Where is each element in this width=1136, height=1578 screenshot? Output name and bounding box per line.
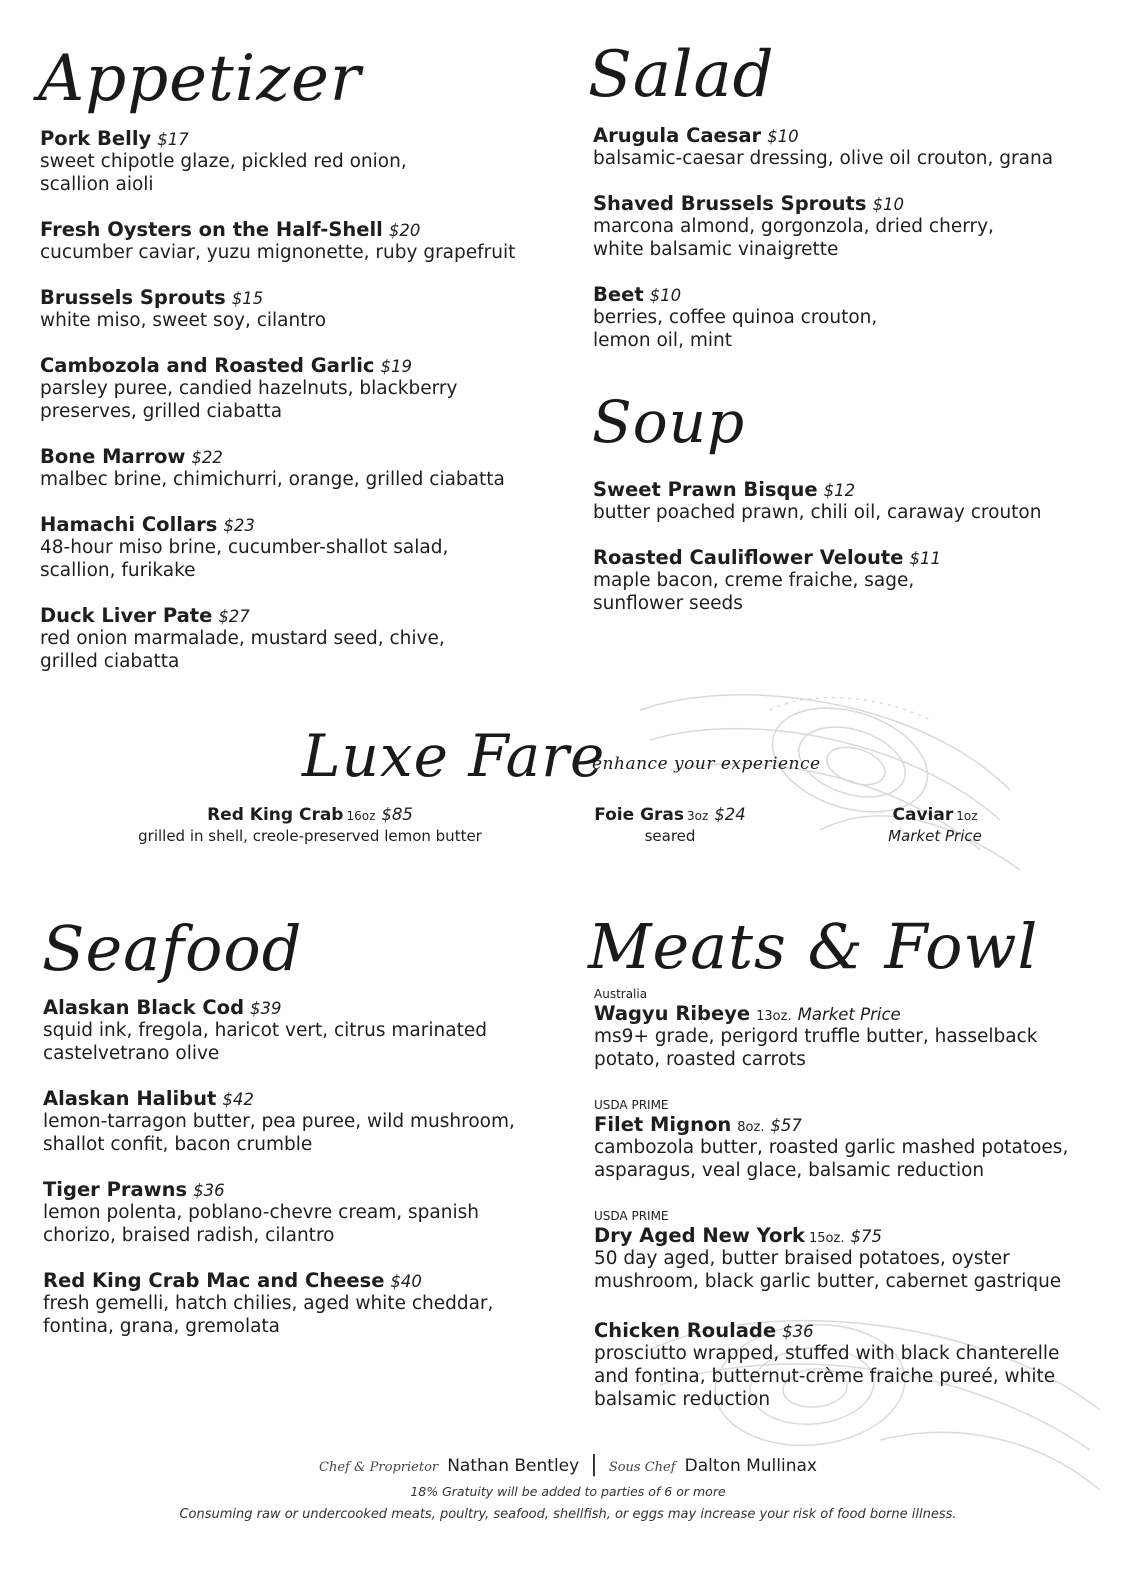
item-description: balsamic reduction <box>594 1389 771 1410</box>
item-description: lemon oil, mint <box>593 330 732 351</box>
menu-item <box>594 1097 1114 1182</box>
item-description: shallot confit, bacon crumble <box>43 1134 313 1155</box>
item-description: fresh gemelli, hatch chilies, aged white cheddar, <box>43 1293 494 1314</box>
item-price: $27 <box>218 607 250 626</box>
item-name: Fresh Oysters on the Half-Shell <box>40 218 383 241</box>
menu-item <box>593 546 1113 615</box>
item-name: Pork Belly <box>40 127 152 150</box>
item-description: white miso, sweet soy, cilantro <box>40 310 327 331</box>
item-name: Shaved Brussels Sprouts <box>593 192 867 215</box>
item-description: butter poached prawn, chili oil, caraway crouton <box>593 502 1042 523</box>
item-description: scallion, furikake <box>40 560 196 581</box>
salad-list <box>593 124 1113 374</box>
menu-item <box>43 1178 563 1247</box>
item-description: berries, coffee quinoa crouton, <box>593 307 878 328</box>
item-price: $12 <box>823 481 856 500</box>
item-description: seared <box>644 827 696 845</box>
item-description: sweet chipotle glaze, pickled red onion, <box>40 151 407 172</box>
menu-item <box>593 283 1113 352</box>
chef-credits <box>0 1452 1136 1477</box>
menu-item <box>594 1319 1114 1411</box>
item-description: fontina, grana, gremolata <box>43 1316 281 1337</box>
item-origin: USDA PRIME <box>594 1209 669 1223</box>
item-description: cucumber caviar, yuzu mignonette, ruby grapefruit <box>40 242 516 263</box>
menu-item <box>43 996 563 1065</box>
menu-item <box>40 127 560 196</box>
item-name: Foie Gras <box>594 805 685 825</box>
luxe-fare-heading: Luxe Fare <box>302 722 606 790</box>
item-price: $39 <box>250 999 282 1018</box>
item-name: Caviar <box>892 805 954 825</box>
item-price: $17 <box>157 130 189 149</box>
item-name: Tiger Prawns <box>43 1178 188 1201</box>
item-price: $36 <box>782 1322 814 1341</box>
item-description: preserves, grilled ciabatta <box>40 401 283 422</box>
menu-item <box>40 513 560 582</box>
menu-item <box>40 445 560 491</box>
item-description: and fontina, butternut-crème fraiche pureé, white <box>594 1366 1056 1387</box>
luxe-item <box>870 805 1000 846</box>
item-price: $10 <box>872 195 904 214</box>
menu-item <box>594 986 1114 1071</box>
item-description: cambozola butter, roasted garlic mashed potatoes, <box>594 1137 1069 1158</box>
item-price: $24 <box>714 805 746 824</box>
gratuity-note: 18% Gratuity will be added to parties of 6 or more <box>410 1484 726 1499</box>
item-description: white balsamic vinaigrette <box>593 239 839 260</box>
item-name: Brussels Sprouts <box>40 286 226 309</box>
item-price: $85 <box>381 805 413 824</box>
item-name: Wagyu Ribeye <box>594 1002 751 1025</box>
item-description: chorizo, braised radish, cilantro <box>43 1225 335 1246</box>
item-price: $23 <box>223 516 255 535</box>
item-description: squid ink, fregola, haricot vert, citrus marinated <box>43 1020 487 1041</box>
menu-item <box>40 218 560 264</box>
seafood-list <box>43 996 563 1360</box>
item-size: 15oz. <box>809 1231 845 1246</box>
item-name: Roasted Cauliflower Veloute <box>593 546 904 569</box>
item-description: marcona almond, gorgonzola, dried cherry, <box>593 216 994 237</box>
luxe-item <box>110 805 510 846</box>
food-safety-warning: Consuming raw or undercooked meats, poultry, seafood, shellfish, or eggs may increase your risk of food borne illness. <box>179 1507 957 1522</box>
item-description: malbec brine, chimichurri, orange, grilled ciabatta <box>40 469 505 490</box>
item-description: maple bacon, creme fraiche, sage, <box>593 570 915 591</box>
item-name: Sweet Prawn Bisque <box>593 478 818 501</box>
item-name: Red King Crab <box>207 805 344 825</box>
item-description: lemon polenta, poblano-chevre cream, spanish <box>43 1202 479 1223</box>
item-description: Market Price <box>888 827 982 845</box>
meats-fowl-heading: Meats & Fowl <box>588 910 1039 983</box>
item-description: potato, roasted carrots <box>594 1049 806 1070</box>
item-size: 8oz. <box>737 1120 765 1135</box>
menu-item <box>40 286 560 332</box>
item-description: parsley puree, candied hazelnuts, blackberry <box>40 378 458 399</box>
soup-list <box>593 478 1113 637</box>
appetizer-list <box>40 127 560 695</box>
item-description: lemon-tarragon butter, pea puree, wild mushroom, <box>43 1111 515 1132</box>
seafood-heading: Seafood <box>42 912 303 985</box>
item-price: $42 <box>222 1090 254 1109</box>
item-price: $22 <box>191 448 223 467</box>
sous-chef-label: Sous Chef <box>608 1460 676 1475</box>
chef-name: Nathan Bentley <box>447 1456 580 1476</box>
item-description: prosciutto wrapped, stuffed with black chanterelle <box>594 1343 1060 1364</box>
item-size: 3oz <box>687 809 709 823</box>
menu-item <box>40 354 560 423</box>
item-description: 50 day aged, butter braised potatoes, oyster <box>594 1248 1010 1269</box>
menu-item <box>43 1269 563 1338</box>
luxe-fare-subtitle: enhance your experience <box>592 754 821 774</box>
item-description: ms9+ grade, perigord truffle butter, hasselback <box>594 1026 1038 1047</box>
separator: | <box>590 1452 598 1477</box>
sous-chef-name: Dalton Mullinax <box>684 1456 817 1476</box>
item-name: Filet Mignon <box>594 1113 732 1136</box>
item-description: scallion aioli <box>40 174 154 195</box>
soup-heading: Soup <box>592 388 746 456</box>
item-origin: Australia <box>594 987 648 1001</box>
menu-item <box>593 478 1113 524</box>
item-name: Chicken Roulade <box>594 1319 777 1342</box>
item-price: Market Price <box>797 1005 901 1024</box>
item-description: grilled in shell, creole-preserved lemon butter <box>138 827 482 845</box>
item-name: Beet <box>593 283 644 306</box>
item-name: Duck Liver Pate <box>40 604 213 627</box>
item-price: $75 <box>850 1227 882 1246</box>
item-price: $40 <box>390 1272 422 1291</box>
item-name: Dry Aged New York <box>594 1224 805 1247</box>
item-description: red onion marmalade, mustard seed, chive, <box>40 628 445 649</box>
item-price: $10 <box>649 286 682 305</box>
meats-list <box>594 986 1114 1433</box>
item-size: 1oz <box>956 809 978 823</box>
item-description: sunflower seeds <box>593 593 743 614</box>
item-name: Alaskan Halibut <box>43 1087 217 1110</box>
item-description: mushroom, black garlic butter, cabernet gastrique <box>594 1271 1062 1292</box>
item-size: 16oz <box>346 809 376 823</box>
item-description: balsamic-caesar dressing, olive oil crouton, grana <box>593 148 1054 169</box>
feather-watermark-icon <box>620 680 1040 880</box>
item-description: castelvetrano olive <box>43 1043 220 1064</box>
item-price: $36 <box>193 1181 225 1200</box>
menu-item <box>593 192 1113 261</box>
item-price: $15 <box>231 289 264 308</box>
menu-item <box>593 124 1113 170</box>
item-price: $11 <box>909 549 941 568</box>
appetizer-heading: Appetizer <box>38 42 362 116</box>
menu-item <box>43 1087 563 1156</box>
item-price: $10 <box>767 127 799 146</box>
item-description: asparagus, veal glace, balsamic reduction <box>594 1160 985 1181</box>
item-description: grilled ciabatta <box>40 651 180 672</box>
item-name: Red King Crab Mac and Cheese <box>43 1269 385 1292</box>
menu-item <box>594 1208 1114 1293</box>
item-name: Cambozola and Roasted Garlic <box>40 354 375 377</box>
salad-heading: Salad <box>588 38 775 112</box>
item-description: 48-hour miso brine, cucumber-shallot salad, <box>40 537 449 558</box>
item-name: Alaskan Black Cod <box>43 996 245 1019</box>
menu-item <box>40 604 560 673</box>
item-price: $57 <box>770 1116 802 1135</box>
item-name: Arugula Caesar <box>593 124 762 147</box>
item-price: $20 <box>388 221 421 240</box>
item-origin: USDA PRIME <box>594 1098 669 1112</box>
item-price: $19 <box>380 357 412 376</box>
luxe-item <box>580 805 760 846</box>
chef-label: Chef & Proprietor <box>319 1460 439 1475</box>
item-name: Hamachi Collars <box>40 513 218 536</box>
item-size: 13oz. <box>756 1009 792 1024</box>
item-name: Bone Marrow <box>40 445 186 468</box>
